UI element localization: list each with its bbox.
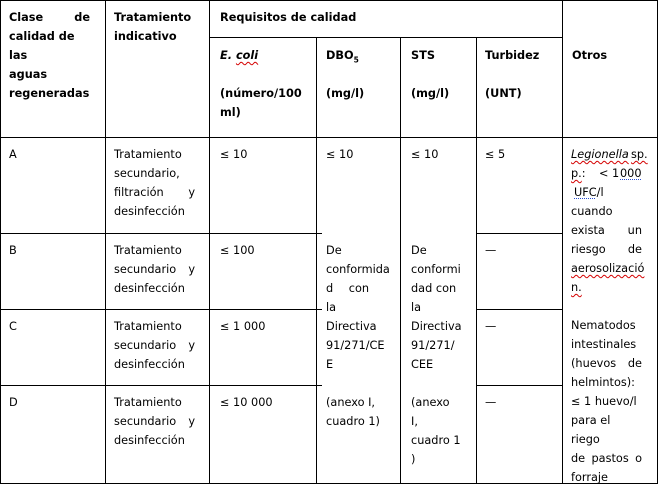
row-c-tratamiento: Tratamiento secundario y desinfección xyxy=(114,320,195,371)
row-a-sts: ≤ 10 xyxy=(411,148,439,161)
row-divider-c-d xyxy=(0,385,322,386)
col-divider-3 xyxy=(316,37,317,484)
header-ecoli: E. coli (número/100 ml) xyxy=(220,49,302,119)
header-divider-requisitos xyxy=(209,37,562,38)
row-divider-c-d-turbidez xyxy=(476,385,563,386)
header-requisitos: Requisitos de calidad xyxy=(220,11,357,24)
row-a-ecoli: ≤ 10 xyxy=(220,148,248,161)
row-d-turbidez: — xyxy=(485,396,497,409)
row-divider-b-c-turbidez xyxy=(476,309,563,310)
row-b-tratamiento: Tratamiento secundario y desinfección xyxy=(114,244,195,295)
header-dbo5: $DBO_5$ (mg/l) xyxy=(326,49,365,100)
col-divider-6 xyxy=(562,0,563,484)
legionella-line: Legionella sp. xyxy=(571,148,648,161)
row-c-ecoli: ≤ 1 000 xyxy=(220,320,266,333)
row-d-tratamiento: Tratamiento secundario y desinfección xyxy=(114,396,195,447)
dbo5-merged-cell: De conformida d con la Directiva 91/271/CE E (anexo I, cuadro 1) xyxy=(326,244,390,428)
row-a-clase: A xyxy=(9,148,17,161)
row-a-turbidez: ≤ 5 xyxy=(485,148,506,161)
col-divider-4 xyxy=(400,37,401,484)
row-divider-a-b xyxy=(0,233,322,234)
col-divider-5 xyxy=(476,37,477,484)
otros-merged-cell: Legionella sp. p.: < 1 000 UFC/l cuando exista un riesgo de aerosolizació n. Nematodos intestinales (huevos de helmintos): ≤ 1 huevo/l para el riego de pastos o forraje xyxy=(571,145,642,487)
row-d-ecoli: ≤ 10 000 xyxy=(220,396,273,409)
table-border-left xyxy=(0,0,1,484)
row-b-clase: B xyxy=(9,244,17,257)
col-divider-2 xyxy=(209,0,210,484)
table-border-top xyxy=(0,0,658,1)
row-c-turbidez: — xyxy=(485,320,497,333)
row-divider-b-c xyxy=(0,309,322,310)
header-bottom-line xyxy=(0,137,658,138)
header-tratamiento: Tratamiento indicativo xyxy=(114,11,192,43)
col-divider-1 xyxy=(105,0,106,484)
row-b-ecoli: ≤ 100 xyxy=(220,244,255,257)
row-a-dbo5: ≤ 10 xyxy=(326,148,354,161)
header-turbidez: Turbidez (UNT) xyxy=(485,49,540,100)
row-a-tratamiento: Tratamiento secundario, filtración y desinfección xyxy=(114,148,195,218)
header-clase: Clase de calidad de las aguas regeneradas xyxy=(9,11,90,100)
row-c-clase: C xyxy=(9,320,17,333)
row-d-clase: D xyxy=(9,396,18,409)
sts-merged-cell: De conformi dad con la Directiva 91/271/ CEE (anexo I, cuadro 1 ) xyxy=(411,244,462,466)
header-otros: Otros xyxy=(572,49,608,62)
header-sts: STS (mg/l) xyxy=(411,49,450,100)
row-b-turbidez: — xyxy=(485,244,497,257)
row-divider-a-b-turbidez xyxy=(476,233,563,234)
